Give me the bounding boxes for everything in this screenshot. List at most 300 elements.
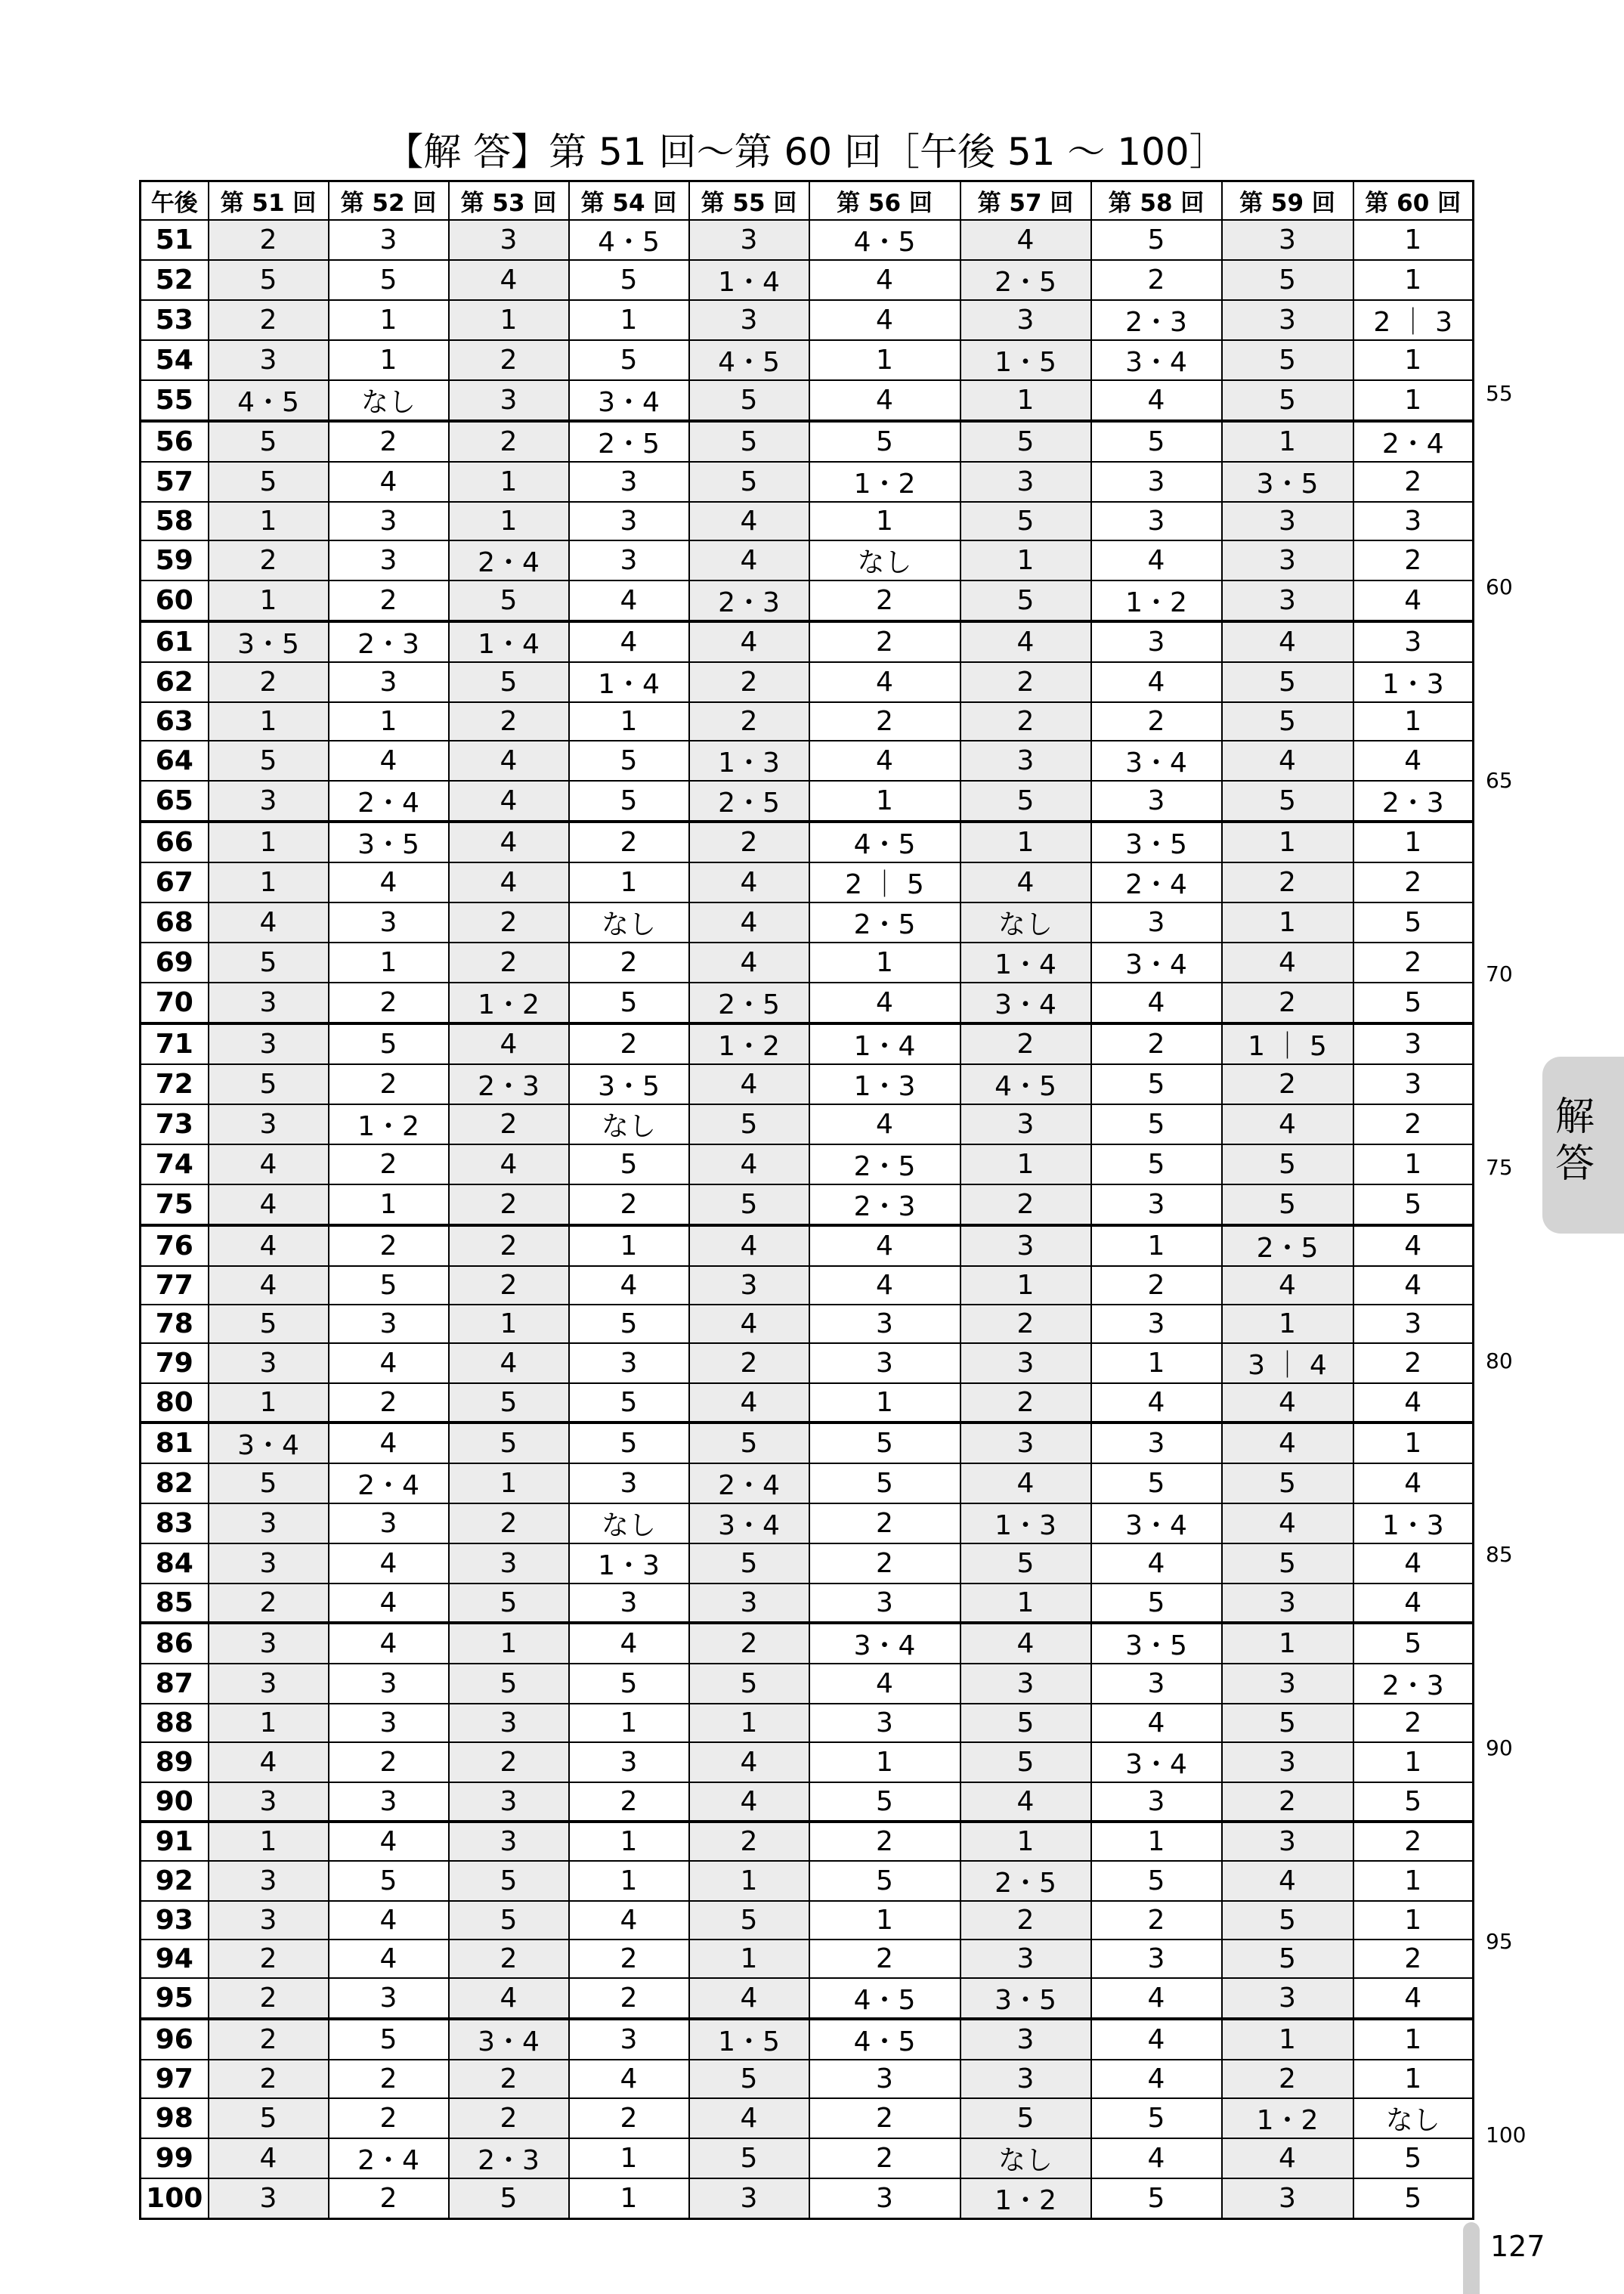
answer-cell: 4 [809,741,960,781]
table-row [141,2019,1474,2060]
question-number: 98 [141,2098,209,2138]
table-row [141,1901,1474,1940]
question-number: 84 [141,1543,209,1584]
answer-cell: 1 [569,702,689,741]
answer-cell: 2 [329,2098,449,2138]
answer-cell: 4 [960,1623,1091,1664]
answer-cell: 3・4 [960,983,1091,1023]
answer-cell: 4 [1091,1704,1222,1742]
answer-cell: 1 [1353,702,1474,741]
answer-cell: 5 [689,1184,809,1225]
answer-cell: 4 [809,1266,960,1305]
header-exam: 第 56 回 [809,181,960,221]
answer-cell: 2・4 [329,2138,449,2178]
answer-cell: 4 [569,2060,689,2098]
answer-cell: 1・4 [689,260,809,300]
question-number: 74 [141,1144,209,1184]
answer-cell: 1 [209,1383,329,1423]
answer-cell: 2・4 [689,1463,809,1503]
question-number: 95 [141,1978,209,2019]
answer-cell: 3 [1353,1064,1474,1104]
answer-cell: 2 [1222,862,1353,902]
answer-cell: 2 [209,1940,329,1978]
answer-cell: 3 [209,1023,329,1064]
answer-cell: 3・4 [1091,340,1222,380]
answer-cell: 2 [329,2060,449,2098]
answer-cell: 1 [329,702,449,741]
answer-cell: 1 [1353,380,1474,421]
answer-cell: 3 [809,1343,960,1383]
answer-cell: 5 [1353,1184,1474,1225]
answer-cell: 3 [209,1543,329,1584]
header-exam: 第 60 回 [1353,181,1474,221]
answer-cell: 5 [1091,2178,1222,2219]
answer-cell: 1 [1353,2060,1474,2098]
question-number: 81 [141,1423,209,1463]
answer-cell: 5 [209,462,329,502]
answer-cell: 1 [449,462,569,502]
answer-cell: 4 [1222,1423,1353,1463]
answer-cell: 4 [809,260,960,300]
side-row-marker: 55 [1486,381,1513,406]
answer-cell: 4 [329,1940,449,1978]
answer-cell: 1 [569,1861,689,1901]
answer-cell: 2 [569,822,689,862]
answer-cell: 3 [1353,502,1474,540]
answer-cell: 5 [1222,1940,1353,1978]
answer-cell: 4 [329,1423,449,1463]
answer-cell: 1・2 [689,1023,809,1064]
answer-cell: 4 [329,862,449,902]
answer-cell: 2 ｜ 3 [1353,300,1474,340]
answer-cell: 2 [449,1742,569,1782]
answer-cell: 5 [569,1305,689,1343]
answer-cell: 1 [1091,1225,1222,1266]
question-number: 55 [141,380,209,421]
answer-cell: 3 [209,1782,329,1822]
answer-cell: 4・5 [809,2019,960,2060]
answer-cell: 2・5 [689,781,809,822]
answer-cell: 5 [689,1543,809,1584]
answer-cell: 5 [329,260,449,300]
table-row [141,462,1474,502]
answer-cell: 4 [1091,2060,1222,2098]
answer-cell: 4・5 [809,822,960,862]
table-row [141,380,1474,421]
answer-cell: 3・5 [1222,462,1353,502]
answer-cell: 1・4 [569,662,689,702]
answer-cell: 5 [689,1664,809,1704]
answer-cell: 1 [689,1940,809,1978]
answer-cell: 3・4 [1091,1503,1222,1543]
answer-cell: 1 [1353,340,1474,380]
answer-cell: 1 [1353,1742,1474,1782]
answer-cell: 5 [689,2060,809,2098]
answer-cell: 2 [449,421,569,462]
answer-cell: 5 [569,340,689,380]
answer-cell: 5 [449,1861,569,1901]
answer-cell: 3 [1091,1940,1222,1978]
answer-cell: 3 [689,2178,809,2219]
answer-cell: 2 [1353,1704,1474,1742]
answer-cell: 4 [329,1343,449,1383]
page-title: 【解 答】第 51 回～第 60 回［午後 51 ～ 100］ [385,130,1227,174]
header-exam: 第 58 回 [1091,181,1222,221]
answer-cell: 3・4 [1091,741,1222,781]
answer-cell: 2・5 [689,983,809,1023]
answer-cell: 3 [1353,1305,1474,1343]
answer-cell: 2 [449,902,569,943]
answer-cell: 1 [1353,1423,1474,1463]
answer-cell: 5 [449,662,569,702]
answer-cell: 1 [569,2138,689,2178]
table-row [141,220,1474,260]
answer-cell: 5 [960,2098,1091,2138]
table-row [141,1623,1474,1664]
answer-cell: 2 [1353,943,1474,983]
answer-cell: 2・3 [449,2138,569,2178]
answer-cell: 5 [809,1861,960,1901]
answer-cell: 4 [689,621,809,662]
answer-cell: 3 [569,1343,689,1383]
answer-cell: 5 [449,1423,569,1463]
answer-cell: 2 [449,1940,569,1978]
answer-cell: 4 [329,1901,449,1940]
answer-cell: 3・5 [960,1978,1091,2019]
answer-cell: 4・5 [209,380,329,421]
answer-cell: 5 [569,741,689,781]
answer-cell: 2 [329,1383,449,1423]
answer-cell: 4 [809,380,960,421]
answer-cell: 3 [209,1343,329,1383]
answer-cell: 3 [569,1584,689,1623]
answer-table [139,180,1474,2220]
answer-cell: 2 [689,822,809,862]
answer-cell: 3 [960,741,1091,781]
question-number: 92 [141,1861,209,1901]
answer-cell: 4 [1222,1861,1353,1901]
answer-cell: 2・4 [329,1463,449,1503]
answer-cell: 2 [1353,862,1474,902]
answer-cell: 2 [809,621,960,662]
answer-cell: 2 [209,2019,329,2060]
table-row [141,741,1474,781]
answer-cell: 3・4 [809,1623,960,1664]
question-number: 63 [141,702,209,741]
answer-cell: 2 [809,1503,960,1543]
answer-cell: 1 [960,1144,1091,1184]
answer-cell: 1 [1353,2019,1474,2060]
answer-cell: 3・5 [569,1064,689,1104]
answer-cell: 3 [1091,1664,1222,1704]
question-number: 85 [141,1584,209,1623]
table-row [141,1940,1474,1978]
answer-cell: 2 [809,2138,960,2178]
answer-cell: 3 [329,1503,449,1543]
answer-cell: 3 ｜ 4 [1222,1343,1353,1383]
question-number: 80 [141,1383,209,1423]
answer-cell: 1・2 [1222,2098,1353,2138]
answer-cell: 4 [209,1742,329,1782]
answer-cell: 1 [209,1704,329,1742]
answer-cell: 2 [1091,1266,1222,1305]
table-row [141,340,1474,380]
answer-cell: 2 [1353,540,1474,580]
answer-cell: 4 [1222,2138,1353,2178]
answer-cell: 4 [689,1742,809,1782]
question-number: 75 [141,1184,209,1225]
answer-cell: 3 [329,1704,449,1742]
answer-cell: 5 [960,1742,1091,1782]
answer-cell: 3 [1091,781,1222,822]
answer-cell: 4 [809,1225,960,1266]
answer-cell: 2 [449,943,569,983]
answer-cell: 2 [809,702,960,741]
answer-cell: 4 [960,862,1091,902]
answer-cell: 2 [1222,1064,1353,1104]
answer-cell: 4 [1353,1383,1474,1423]
answer-cell: 3 [960,1225,1091,1266]
table-row [141,1463,1474,1503]
answer-cell: 1 [449,502,569,540]
side-row-marker: 65 [1486,768,1513,793]
answer-cell: 4 [209,1266,329,1305]
answer-cell: 2 [449,702,569,741]
answer-cell: 5 [960,1543,1091,1584]
header-exam: 第 52 回 [329,181,449,221]
answer-cell: 2 [449,1184,569,1225]
answer-cell: 4 [209,902,329,943]
answer-cell: 5 [1222,1543,1353,1584]
side-row-marker: 70 [1486,961,1513,986]
table-row [141,943,1474,983]
answer-cell: 2 [569,1184,689,1225]
question-number: 69 [141,943,209,983]
answer-cell: 2 [209,1584,329,1623]
answer-cell: 1 [209,822,329,862]
answer-cell: 1 [449,1463,569,1503]
question-number: 67 [141,862,209,902]
answer-cell: 3 [569,502,689,540]
answer-cell: 5 [1091,1584,1222,1623]
answer-cell: 2 [329,2178,449,2219]
answer-cell: 5 [1222,1184,1353,1225]
answer-cell: 1・4 [449,621,569,662]
answer-cell: 3 [1222,220,1353,260]
answer-cell: 3 [1091,462,1222,502]
answer-cell: 2・5 [569,421,689,462]
question-number: 70 [141,983,209,1023]
header-exam: 第 51 回 [209,181,329,221]
answer-cell: 5 [1353,2178,1474,2219]
answer-cell: 4 [1091,1978,1222,2019]
answer-cell: 2・4 [449,540,569,580]
answer-cell: 1 [209,1822,329,1861]
answer-cell: 3・5 [209,621,329,662]
answer-cell: 5 [1222,781,1353,822]
answer-cell: 5 [1222,702,1353,741]
question-number: 99 [141,2138,209,2178]
answer-cell: 5 [1222,1901,1353,1940]
answer-cell: 3 [209,983,329,1023]
answer-cell: 1 ｜ 5 [1222,1023,1353,1064]
question-number: 60 [141,580,209,621]
answer-cell: 3 [1222,502,1353,540]
answer-cell: 5 [1091,421,1222,462]
answer-cell: 5 [1353,2138,1474,2178]
answer-cell: 3・4 [209,1423,329,1463]
answer-cell: 1 [209,702,329,741]
table-row [141,1704,1474,1742]
answer-cell: 4 [1353,741,1474,781]
answer-cell: 4 [689,1383,809,1423]
answer-cell: 3 [1222,1742,1353,1782]
answer-cell: 3 [1091,621,1222,662]
question-number: 72 [141,1064,209,1104]
answer-cell: 3 [569,1742,689,1782]
question-number: 76 [141,1225,209,1266]
answer-cell: 5 [1353,983,1474,1023]
answer-cell: 2・4 [1091,862,1222,902]
answer-cell: 3 [1091,1423,1222,1463]
table-row [141,1144,1474,1184]
answer-cell: 3 [1091,902,1222,943]
table-row [141,1584,1474,1623]
answer-cell: 3 [1222,540,1353,580]
answer-cell: 4 [689,1978,809,2019]
answer-cell: 5 [569,781,689,822]
answer-cell: 4 [1353,1584,1474,1623]
table-row [141,1383,1474,1423]
header-exam: 第 54 回 [569,181,689,221]
answer-cell: 5 [569,983,689,1023]
answer-cell: 1 [809,943,960,983]
answer-cell: 4 [1353,1225,1474,1266]
answer-cell: 5 [1353,1623,1474,1664]
answer-cell: 1 [960,822,1091,862]
answer-cell: 5 [1353,902,1474,943]
answer-cell: 1 [809,1901,960,1940]
answer-cell: 2・3 [1353,781,1474,822]
table-row [141,662,1474,702]
table-row [141,902,1474,943]
answer-cell: 4 [689,1225,809,1266]
answer-cell: 1 [809,1383,960,1423]
table-row [141,781,1474,822]
answer-cell: 3 [1091,502,1222,540]
answer-cell: 4 [1091,662,1222,702]
answer-cell: 5 [1353,1782,1474,1822]
answer-cell: 3 [209,781,329,822]
answer-cell: なし [809,540,960,580]
answer-cell: 1 [1353,822,1474,862]
table-row [141,1664,1474,1704]
answer-cell: 5 [569,1383,689,1423]
answer-cell: なし [569,1104,689,1144]
answer-cell: 1 [449,1623,569,1664]
answer-cell: 3 [689,1584,809,1623]
question-number: 83 [141,1503,209,1543]
answer-cell: 1 [1222,2019,1353,2060]
answer-cell: 4 [329,1623,449,1664]
header-exam: 第 59 回 [1222,181,1353,221]
answer-cell: 2 [329,983,449,1023]
question-number: 51 [141,220,209,260]
answer-cell: 3 [1222,1584,1353,1623]
section-tab [1542,1057,1624,1234]
answer-cell: 3 [209,1503,329,1543]
answer-cell: 1・2 [449,983,569,1023]
answer-cell: 2 [1353,1343,1474,1383]
answer-cell: 4 [689,1144,809,1184]
answer-cell: 5 [449,1664,569,1704]
question-number: 93 [141,1901,209,1940]
answer-cell: 2・3 [449,1064,569,1104]
answer-cell: 1 [569,1225,689,1266]
answer-cell: 4 [1222,741,1353,781]
answer-cell: なし [960,902,1091,943]
answer-cell: 3・4 [569,380,689,421]
table-row [141,862,1474,902]
answer-cell: 5 [449,1383,569,1423]
answer-cell: 5 [569,260,689,300]
header-exam: 第 53 回 [449,181,569,221]
answer-cell: 3 [1091,1305,1222,1343]
answer-cell: 1・2 [960,2178,1091,2219]
answer-cell: 4 [1222,1503,1353,1543]
answer-cell: 2 [809,2098,960,2138]
answer-cell: 2・3 [1091,300,1222,340]
header-question: 午後 [141,181,209,221]
answer-cell: 2 [689,662,809,702]
answer-cell: 4・5 [809,1978,960,2019]
answer-cell: 2 [209,220,329,260]
answer-cell: 4 [1222,1266,1353,1305]
answer-cell: 2 [1353,1104,1474,1144]
page-number: 127 [1490,2230,1545,2263]
answer-cell: 4 [960,1782,1091,1822]
answer-cell: 2 [689,1822,809,1861]
answer-cell: なし [569,1503,689,1543]
answer-cell: 1 [1222,822,1353,862]
answer-cell: 3 [449,220,569,260]
answer-cell: 1 [960,1266,1091,1305]
answer-cell: 4 [1222,1104,1353,1144]
answer-cell: 1 [1353,220,1474,260]
answer-cell: 1 [449,1305,569,1343]
answer-cell: 3 [329,1664,449,1704]
answer-cell: 1 [329,340,449,380]
answer-cell: 4 [1091,983,1222,1023]
answer-cell: 5 [449,1901,569,1940]
answer-cell: 5 [960,421,1091,462]
answer-cell: 2 [689,1343,809,1383]
answer-cell: 3 [960,1104,1091,1144]
answer-cell: 1・2 [1091,580,1222,621]
answer-cell: 1 [809,340,960,380]
table-row [141,1305,1474,1343]
answer-cell: 1 [209,502,329,540]
answer-cell: 2 [329,1064,449,1104]
answer-cell: 2 [689,1623,809,1664]
answer-cell: 5 [209,943,329,983]
answer-cell: 1 [569,862,689,902]
answer-cell: 1・2 [329,1104,449,1144]
answer-cell: 1 [809,781,960,822]
answer-cell: 4 [449,1978,569,2019]
answer-cell: 2 [1222,983,1353,1023]
answer-cell: 5 [1091,220,1222,260]
